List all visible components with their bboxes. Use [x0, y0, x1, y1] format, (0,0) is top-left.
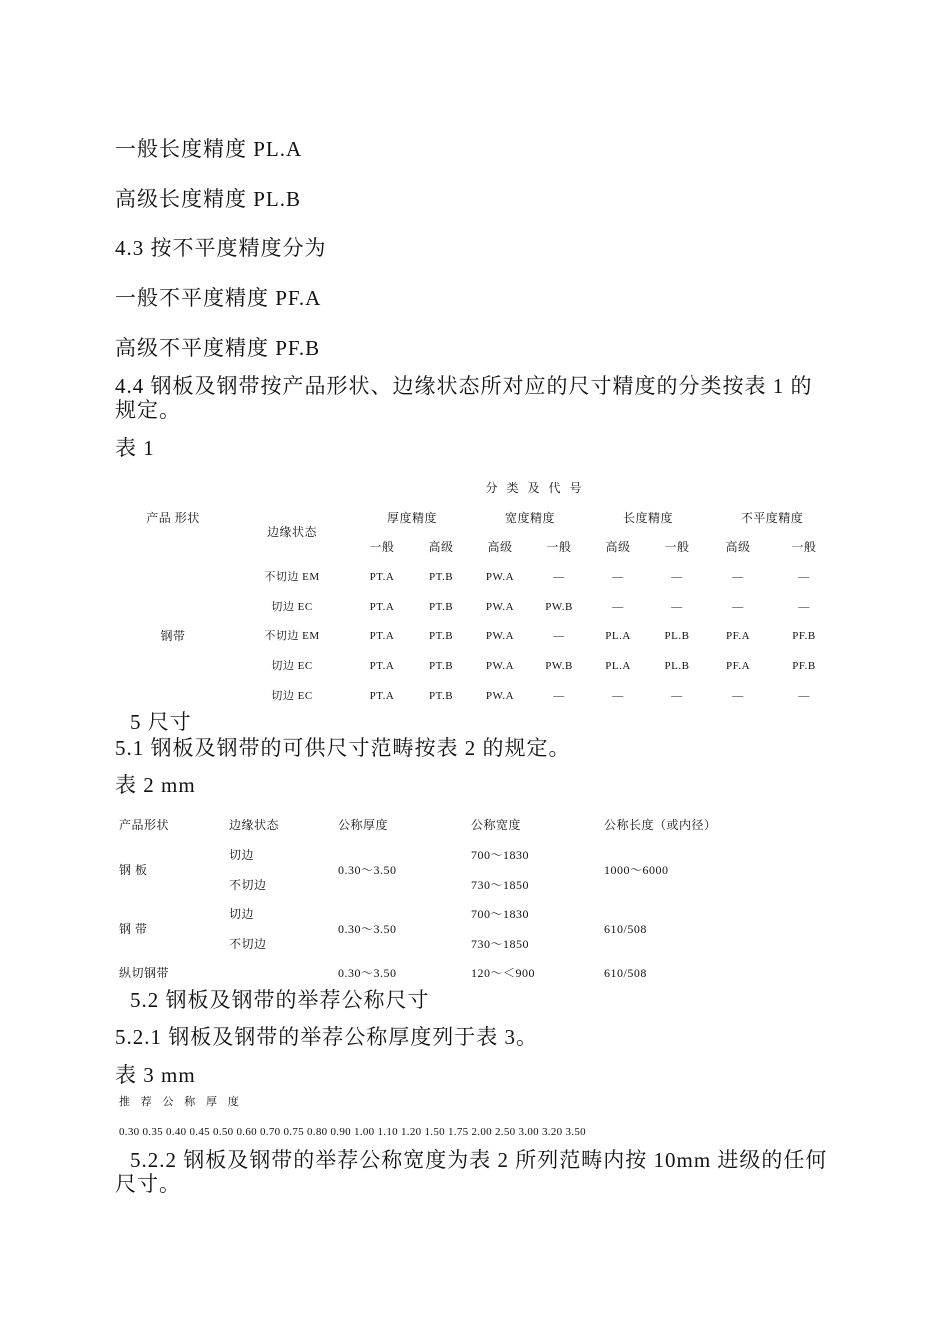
table1-cell-0-1: PT.B: [428, 571, 454, 583]
table1-cell-4-2: PW.A: [485, 690, 515, 702]
table2-strip-width2: 730～1850: [471, 937, 530, 951]
table1-product-cell: 钢带: [160, 629, 186, 643]
paragraph-advanced-flatness: 高级不平度精度 PF.B: [115, 336, 321, 360]
table3-values: 0.30 0.35 0.40 0.45 0.50 0.60 0.70 0.75 0.80 0.90 1.00 1.10 1.20 1.50 1.75 2.00 2.50 3.00 3.20 3.50: [119, 1126, 586, 1138]
table2-header-shape: 产品形状: [119, 818, 170, 832]
table2-slit-thickness: 0.30～3.50: [338, 966, 397, 980]
table1-group-header-0: 厚度精度: [386, 511, 438, 525]
section-5-1: 5.1 钢板及钢带的可供尺寸范畴按表 2 的规定。: [115, 736, 571, 760]
table1-subheader-4: 高级: [605, 540, 631, 554]
table2-slit-shape: 纵切钢带: [119, 966, 170, 980]
table3-title: 表 3 mm: [115, 1063, 196, 1087]
table1-title: 表 1: [115, 436, 155, 460]
table1-cell-4-1: PT.B: [428, 690, 454, 702]
table1-subheader-6: 高级: [725, 540, 751, 554]
table1-subheader-2: 高级: [487, 540, 513, 554]
paragraph-advanced-length: 高级长度精度 PL.B: [115, 187, 302, 211]
table2-strip-length: 610/508: [604, 922, 647, 936]
table1-cell-1-0: PT.A: [369, 601, 395, 613]
table1-subheader-3: 一般: [546, 540, 572, 554]
table1-cell-3-3: PW.B: [545, 660, 573, 672]
table2-plate-width1: 700～1830: [471, 848, 530, 862]
table1-cell-2-2: PW.A: [485, 630, 515, 642]
table1-cell-4-5: —: [671, 690, 683, 702]
section-4-4: 4.4 钢板及钢带按产品形状、边缘状态所对应的尺寸精度的分类按表 1 的规定。: [115, 374, 813, 422]
table1-cell-2-5: PL.B: [664, 630, 690, 642]
table1-cell-3-7: PF.B: [792, 660, 816, 672]
table1-cell-1-3: PW.B: [545, 601, 573, 613]
table1-cell-0-5: —: [671, 571, 683, 583]
table1-group-header-2: 长度精度: [622, 511, 674, 525]
table1-subheader-5: 一般: [664, 540, 690, 554]
table2-header-length: 公称长度（或内径）: [604, 818, 717, 832]
table1-cell-2-7: PF.B: [792, 630, 816, 642]
table2-plate-edge1: 切边: [229, 848, 255, 862]
section-5: 5 尺寸: [130, 710, 192, 734]
table1-row-edge-2: 不切边 EM: [264, 630, 320, 642]
table1-group-header-1: 宽度精度: [504, 511, 556, 525]
table1-cell-0-6: —: [732, 571, 744, 583]
table1-cell-2-4: PL.A: [605, 630, 631, 642]
table1-cell-1-2: PW.A: [485, 601, 515, 613]
table1-subheader-1: 高级: [428, 540, 454, 554]
table1-cell-1-6: —: [732, 601, 744, 613]
table1-cell-4-3: —: [553, 690, 565, 702]
table1-cell-2-6: PF.A: [725, 630, 751, 642]
table2-header-edge: 边缘状态: [229, 818, 280, 832]
table2-strip-width1: 700～1830: [471, 907, 530, 921]
table1-group-header: 分 类 及 代 号: [485, 481, 585, 495]
table1-cell-0-0: PT.A: [369, 571, 395, 583]
table1-cell-3-2: PW.A: [485, 660, 515, 672]
table1-cell-0-4: —: [612, 571, 624, 583]
table1-cell-4-7: —: [798, 690, 810, 702]
table2-slit-width: 120～＜900: [471, 966, 536, 980]
table1-cell-3-1: PT.B: [428, 660, 454, 672]
table1-row-edge-3: 切边 EC: [271, 660, 313, 672]
table2-strip-shape: 钢 带: [119, 922, 148, 936]
table2-plate-length: 1000～6000: [604, 863, 669, 877]
paragraph-general-length: 一般长度精度 PL.A: [115, 137, 303, 161]
table1-product-shape-header: 产品 形状: [146, 511, 200, 525]
table1-cell-1-4: —: [612, 601, 624, 613]
table1-cell-3-5: PL.B: [664, 660, 690, 672]
table1-cell-2-1: PT.B: [428, 630, 454, 642]
table1-group-header-3: 不平度精度: [740, 511, 804, 525]
section-5-2-2: 5.2.2 钢板及钢带的举荐公称宽度为表 2 所列范畴内按 10mm 进级的任何尺寸。: [115, 1148, 828, 1196]
table1-cell-3-4: PL.A: [605, 660, 631, 672]
table1-cell-1-5: —: [671, 601, 683, 613]
table2-plate-width2: 730～1850: [471, 878, 530, 892]
table1-cell-1-1: PT.B: [428, 601, 454, 613]
table2-header-thickness: 公称厚度: [338, 818, 389, 832]
section-5-2: 5.2 钢板及钢带的举荐公称尺寸: [130, 988, 430, 1012]
table2-title: 表 2 mm: [115, 773, 196, 797]
table2-strip-edge1: 切边: [229, 907, 255, 921]
table2-plate-shape: 钢 板: [119, 863, 148, 877]
table1-edge-state-header: 边缘状态: [266, 525, 318, 539]
section-5-2-1: 5.2.1 钢板及钢带的举荐公称厚度列于表 3。: [115, 1025, 538, 1049]
table1-cell-4-4: —: [612, 690, 624, 702]
table2-plate-edge2: 不切边: [229, 878, 267, 892]
table1-subheader-7: 一般: [791, 540, 817, 554]
table1-cell-0-3: —: [553, 571, 565, 583]
table2-strip-thickness: 0.30～3.50: [338, 922, 397, 936]
section-4-3: 4.3 按不平度精度分为: [115, 236, 327, 260]
table2-header-width: 公称宽度: [471, 818, 522, 832]
table2-strip-edge2: 不切边: [229, 937, 267, 951]
table1-cell-1-7: —: [798, 601, 810, 613]
table1-row-edge-0: 不切边 EM: [264, 571, 320, 583]
table1-cell-3-0: PT.A: [369, 660, 395, 672]
table1-subheader-0: 一般: [369, 540, 395, 554]
table1-cell-2-0: PT.A: [369, 630, 395, 642]
table1-cell-3-6: PF.A: [725, 660, 751, 672]
table1-cell-4-6: —: [732, 690, 744, 702]
table2-slit-length: 610/508: [604, 966, 647, 980]
paragraph-general-flatness: 一般不平度精度 PF.A: [115, 286, 322, 310]
table1-cell-2-3: —: [553, 630, 565, 642]
table1-row-edge-1: 切边 EC: [271, 601, 313, 613]
table1-cell-0-2: PW.A: [485, 571, 515, 583]
table3-header: 推 荐 公 称 厚 度: [119, 1096, 243, 1108]
table2-plate-thickness: 0.30～3.50: [338, 863, 397, 877]
table1-cell-0-7: —: [798, 571, 810, 583]
table1-cell-4-0: PT.A: [369, 690, 395, 702]
table1-row-edge-4: 切边 EC: [271, 690, 313, 702]
